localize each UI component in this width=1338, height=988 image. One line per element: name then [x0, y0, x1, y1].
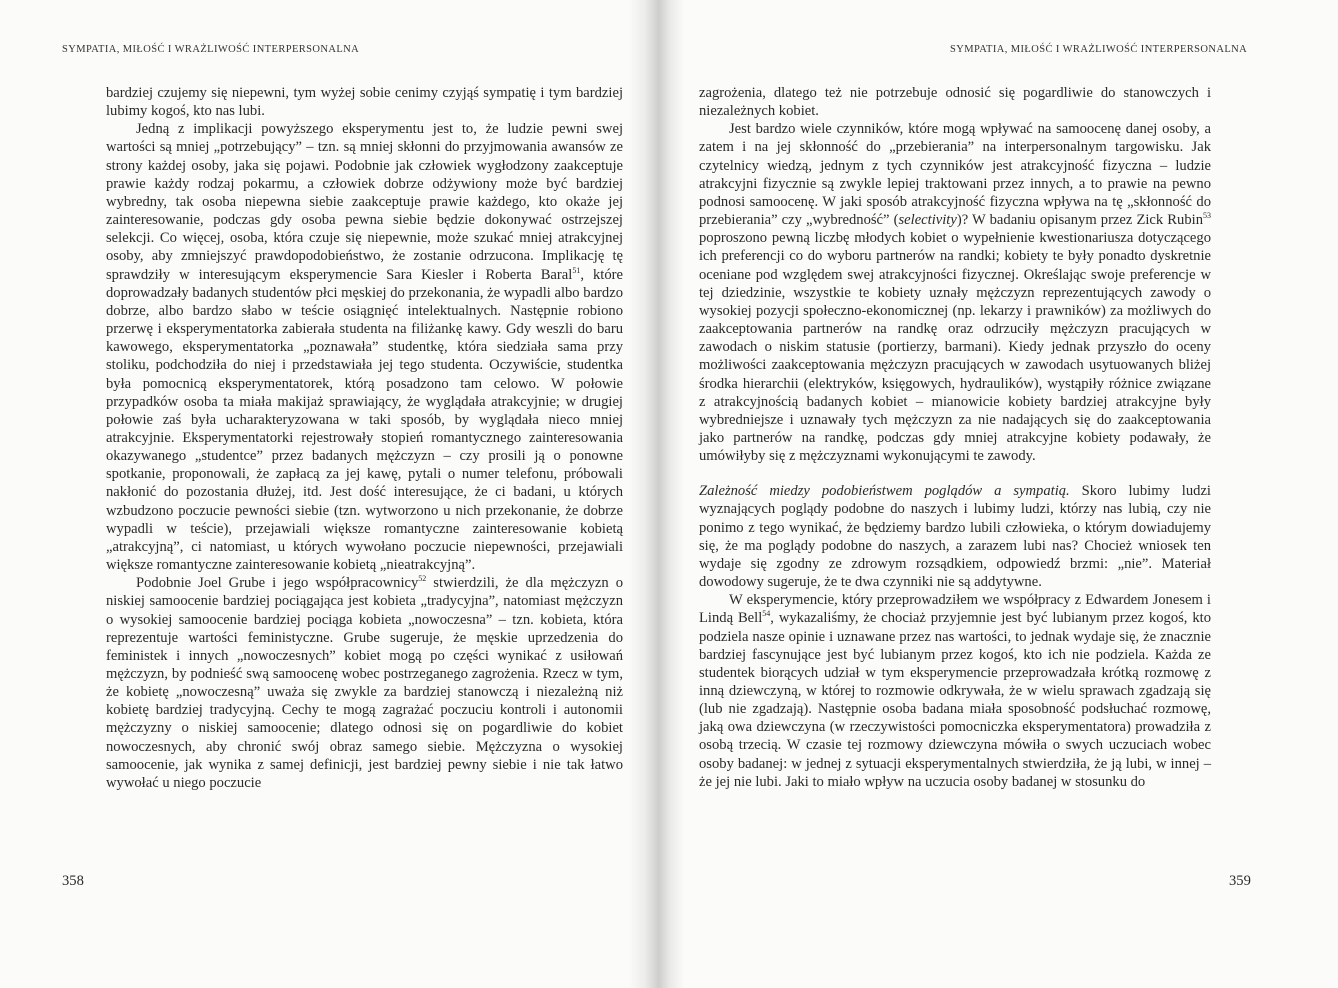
left-text-column — [106, 84, 623, 792]
right-paragraph-4 — [699, 591, 1211, 791]
left-paragraph-2-text-b: , które doprowadzały badanych studentów płci męskiej do przekonania, że wypadli albo bardzo dobrze, albo bardzo słabo w teście osiągnięć intelektualnych. Następnie robiono przerwę i eksperymentatorka zabierała studenta na filiżankę kawy. Gdy weszli do baru kawowego, eksperymentatorka „poznawała” studentkę, która siedziała sama przy stoliku, podchodziła do niej i przedstawiała jej tego studenta. Oczywiście, studentka była pomocnicą eksperymentatorek, którą posadzono tam celowo. W połowie przypadków osoba ta miała makijaż sprawiający, że wyglądała atrakcyjnie; w drugiej połowie zaś była ucharakteryzowana w taki sposób, by wyglądała nieco mniej atrakcyjnie. Eksperymentatorki rejestrowały stopień romantycznego zainteresowania okazywanego „studentce” przez badanych mężczyzn – czy prosili ją o ponowne spotkanie, proponowali, że zapłacą za jej kawę, pytali o numer telefonu, próbowali nakłonić do pozostania dłużej, itd. Jest dość interesujące, że ci badani, u których wzbudzono poczucie pewności siebie (tzn. wytworzono u nich przekonanie, że dobrze wypadli w teście), przejawiali większe romantyczne zainteresowanie kobietą „atrakcyjną”, ci natomiast, u których wywołano poczucie niepewności, przejawiali większe romantyczne zainteresowanie kobietą „nieatrakcyjną”. — [106, 266, 623, 574]
right-paragraph-4-text-a: W eksperymencie, który przeprowadziłem we współpracy z Edwardem Jonesem i Lindą Bell — [699, 592, 1211, 627]
right-paragraph-2-text-c: poproszono pewną liczbę młodych kobiet o wypełnienie kwestionariusza dotyczącego ich preferencji co do wyboru partnerów na randki; kobiety te były ponadto dyskretnie oceniane pod względem swej atrakcyjności fizycznej. Określając swoje preferencje w tej dziedzinie, wszystkie te kobiety uznały mężczyzn reprezentujących zawody o wysokiej pozycji społeczno-ekonomicznej (np. lekarzy i prawników) za możliwych do zaakceptowania partnerów na randkę oraz odrzuciły mężczyzn pracujących w zawodach o niskim statusie (portierzy, barmani). Kiedy jednak przyszło do oceny możliwości zaakceptowania mężczyzn pracujących w zawodach usytuowanych bliżej środka hierarchii (elektryków, księgowych, hydraulików), wystąpiły różnice związane z atrakcyjnością badanych kobiet – mianowicie kobiety bardziej atrakcyjne były wybredniejsze i uznawały tych mężczyzn za nie nadających się do zaakceptowania jako partnerów na randkę, podczas gdy mniej atrakcyjne kobiety podawały, że umówiłyby się z mężczyznami wykonującymi te zawody. — [699, 230, 1211, 465]
right-paragraph-2-text-a: Jest bardzo wiele czynników, które mogą wpływać na samoocenę danej osoby, a zatem i na jej skłonność do „przebierania” na interpersonalnym targowisku. Jak czytelnicy wiedzą, jednym z tych czynników jest atrakcyjność fizyczna – ludzie atrakcyjni fizycznie są zwykle lepiej traktowani przez innych, a to prawie na pewno podnosi samoocenę. W jaki sposób atrakcyjność fizyczna wpływa na tę „skłonność do przebierania” czy „wybredność” ( — [699, 121, 1211, 229]
footnote-ref-51: 51 — [572, 265, 581, 275]
running-head-left: SYMPATIA, MIŁOŚĆ I WRAŻLIWOŚĆ INTERPERSONALNA — [62, 44, 360, 55]
section-run-in-heading: Zależność miedzy podobieństwem poglądów a sympatią. — [699, 483, 1070, 500]
page-number-left: 358 — [62, 873, 84, 889]
right-paragraph-1: zagrożenia, dlatego też nie potrzebuje odnosić się pogardliwie do stanowczych i niezależnych kobiet. — [699, 85, 1211, 120]
left-page — [0, 0, 645, 988]
footnote-ref-53: 53 — [1203, 211, 1211, 221]
footnote-ref-54: 54 — [762, 609, 771, 619]
right-paragraph-4-text-b: , wykazaliśmy, że chociaż przyjemnie jest być lubianym przez kogoś, kto podziela nasze opinie i uznawane przez nas wartości, to jednak wydaje się, że znacznie bardziej fascynujące jest być lubianym przez kogoś, kto ich nie podziela. Każda ze studentek biorących udział w tym eksperymencie przeprowadzała krótką rozmowę z inną dziewczyną, w której to rozmowie odkrywała, że w wielu sprawach zgadzają się (lub nie zgadzają). Następnie osoba badana miała sposobność podsłuchać rozmowę, jaką owa dziewczyna (w rzeczywistości pomocniczka eksperymentatora) prowadziła z osobą trzecią. W czasie tej rozmowy dziewczyna mówiła o swych uczuciach wobec osoby badanej: w jednej z sytuacji eksperymentalnych stwierdziła, że ją lubi, w innej – że jej nie lubi. Jaki to miało wpływ na uczucia osoby badanej w stosunku do — [699, 610, 1211, 790]
left-paragraph-3 — [106, 574, 623, 792]
right-paragraph-2-text-b: )? W badaniu opisanym przez Zick Rubin — [956, 212, 1203, 229]
footnote-ref-52: 52 — [418, 574, 427, 584]
right-page — [665, 0, 1338, 988]
left-paragraph-2-text-a: Jedną z implikacji powyższego eksperymentu jest to, że ludzie pewni swej wartości są mniej „potrzebujący” – tzn. są mniej skłonni do przyjmowania awansów ze strony każdej osoby, jaka się pojawi. Podobnie jak człowiek wygłodzony zaakceptuje prawie każdy rodzaj pokarmu, a człowiek dobrze odżywiony może być bardziej wybredny, tak osoba niepewna siebie zaakceptuje prawie każdego, kto okaże jej zainteresowanie, podczas gdy osoba pewna siebie będzie dokonywać ostrzejszej selekcji. Co więcej, osoba, która czuje się niepewnie, może szukać mniej atrakcyjnej osoby, aby zmniejszyć prawdopodobieństwo, że zostanie odrzucona. Implikację tę sprawdziły w interesującym eksperymencie Sara Kiesler i Roberta Baral — [106, 121, 623, 283]
left-paragraph-3-text-b: stwierdzili, że dla mężczyzn o niskiej samoocenie bardziej pociągająca jest kobieta „tradycyjna”, natomiast mężczyzn o wysokiej samoocenie bardziej pociąga kobieta „nowoczesna” – tzn. kobieta, która reprezentuje wartości feministyczne. Grube sugeruje, że męskie uprzedzenia do feministek i innych „nowoczesnych” kobiet mogą po części wynikać z usiłowań mężczyzn, by podnieść swą samoocenę wobec postrzeganego zagrożenia. Rzecz w tym, że kobietę „nowoczesną” uważa się zwykle za bardziej stanowczą i niezależną niż kobietę bardziej tradycyjną. Cechy te mogą zagrażać poczuciu kontroli i autonomii mężczyzny o niskiej samoocenie; dlatego odnosi się on pogardliwie do kobiet nowoczesnych, aby chronić swój obraz samego siebie. Mężczyzna o wysokiej samoocenie, jak wynika z samej definicji, jest bardziej pewny siebie i nie tak łatwo wywołać u niego poczucie — [106, 575, 623, 791]
right-paragraph-2 — [699, 120, 1211, 465]
left-paragraph-1: bardziej czujemy się niepewni, tym wyżej sobie cenimy czyjąś sympatię i tym bardziej lubimy kogoś, kto nas lubi. — [106, 85, 623, 120]
running-head-right: SYMPATIA, MIŁOŚĆ I WRAŻLIWOŚĆ INTERPERSONALNA — [950, 44, 1248, 55]
right-paragraph-3-text: Skoro lubimy ludzi wyznających poglądy podobne do naszych i lubimy ludzi, którzy nas lubią, czy nie ponimo z tego wynikać, że będziemy bardzo lubili człowieka, o którym dowiadujemy się, że ma poglądy podobne do naszych, a zarazem lubi nas? Chocież wniosek ten wydaje się zgodny ze zdrowym rozsądkiem, odpowiedź brzmi: „nie”. Materiał dowodowy sugeruje, że te dwa czynniki nie są addytywne. — [699, 483, 1211, 591]
right-text-column — [699, 84, 1211, 791]
right-paragraph-3 — [699, 482, 1211, 591]
page-number-right: 359 — [1229, 873, 1251, 889]
term-selectivity: selectivity — [898, 212, 957, 229]
left-paragraph-3-text-a: Podobnie Joel Grube i jego współpracownicy — [136, 575, 419, 592]
left-paragraph-2 — [106, 120, 623, 574]
